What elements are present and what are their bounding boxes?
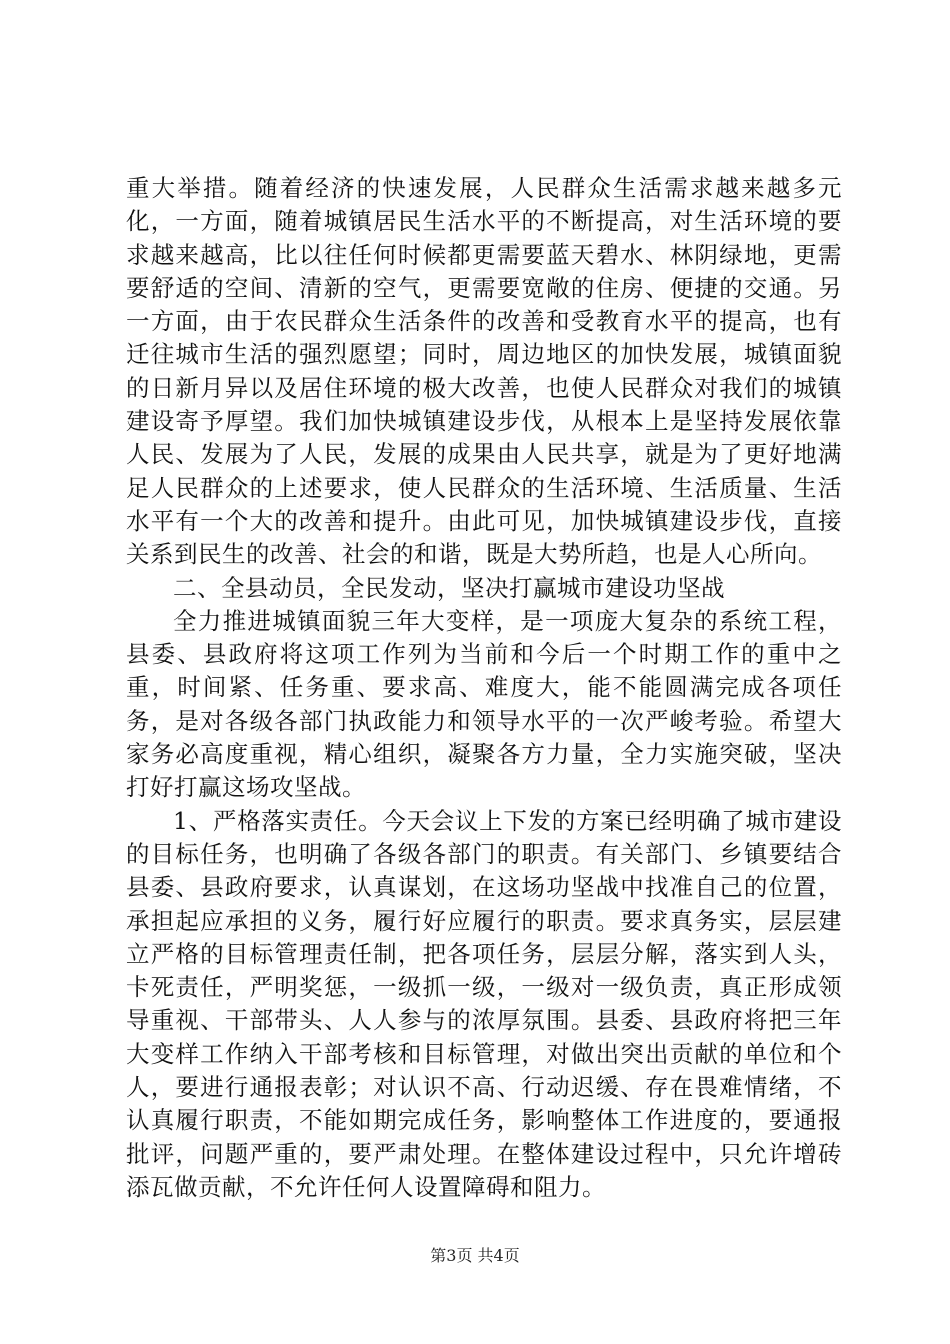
paragraph-item-1: 1、严格落实责任。今天会议上下发的方案已经明确了城市建设的目标任务，也明确了各级各部门的职责。有关部门、乡镇要结合县委、县政府要求，认真谋划，在这场功坚战中找准自己的位置，承担起应承担的义务，履行好应履行的职责。要求真务实，层层建立严格的目标管理责任制，把各项任务，层层分解，落实到人头，卡死责任，严明奖惩，一级抓一级，一级对一级负责，真正形成领导重视、干部带头、人人参与的浓厚氛围。县委、县政府将把三年大变样工作纳入干部考核和目标管理，对做出突出贡献的单位和个人，要进行通报表彰；对认识不高、行动迟缓、存在畏难情绪，不认真履行职责，不能如期完成任务，影响整体工作进度的，要通报批评，问题严重的，要严肃处理。在整体建设过程中，只允许增砖添瓦做贡献，不允许任何人设置障碍和阻力。 bbox=[126, 806, 842, 1201]
section-heading: 二、全县动员，全民发动，坚决打赢城市建设功坚战 bbox=[173, 573, 725, 602]
document-body bbox=[126, 172, 842, 1204]
paragraph: 全力推进城镇面貌三年大变样，是一项庞大复杂的系统工程，县委、县政府将这项工作列为当前和今后一个时期工作的重中之重，时间紧、任务重、要求高、难度大，能不能圆满完成各项任务，是对各级各部门执政能力和领导水平的一次严峻考验。希望大家务必高度重视，精心组织，凝聚各方力量，全力实施突破，坚决打好打赢这场攻坚战。 bbox=[126, 606, 842, 802]
page-number-footer: 第3页 共4页 bbox=[430, 1246, 520, 1265]
paragraph-continuation: 重大举措。随着经济的快速发展，人民群众生活需求越来越多元化，一方面，随着城镇居民生活水平的不断提高，对生活环境的要求越来越高，比以往任何时候都更需要蓝天碧水、林阴绿地，更需要舒适的空间、清新的空气，更需要宽敞的住房、便捷的交通。另一方面，由于农民群众生活条件的改善和受教育水平的提高，也有迁往城市生活的强烈愿望；同时，周边地区的加快发展，城镇面貌的日新月异以及居住环境的极大改善，也使人民群众对我们的城镇建设寄予厚望。我们加快城镇建设步伐，从根本上是坚持发展依靠人民、发展为了人民，发展的成果由人民共享，就是为了更好地满足人民群众的上述要求，使人民群众的生活环境、生活质量、生活水平有一个大的改善和提升。由此可见，加快城镇建设步伐，直接关系到民生的改善、社会的和谐，既是大势所趋，也是人心所向。 bbox=[126, 174, 842, 569]
